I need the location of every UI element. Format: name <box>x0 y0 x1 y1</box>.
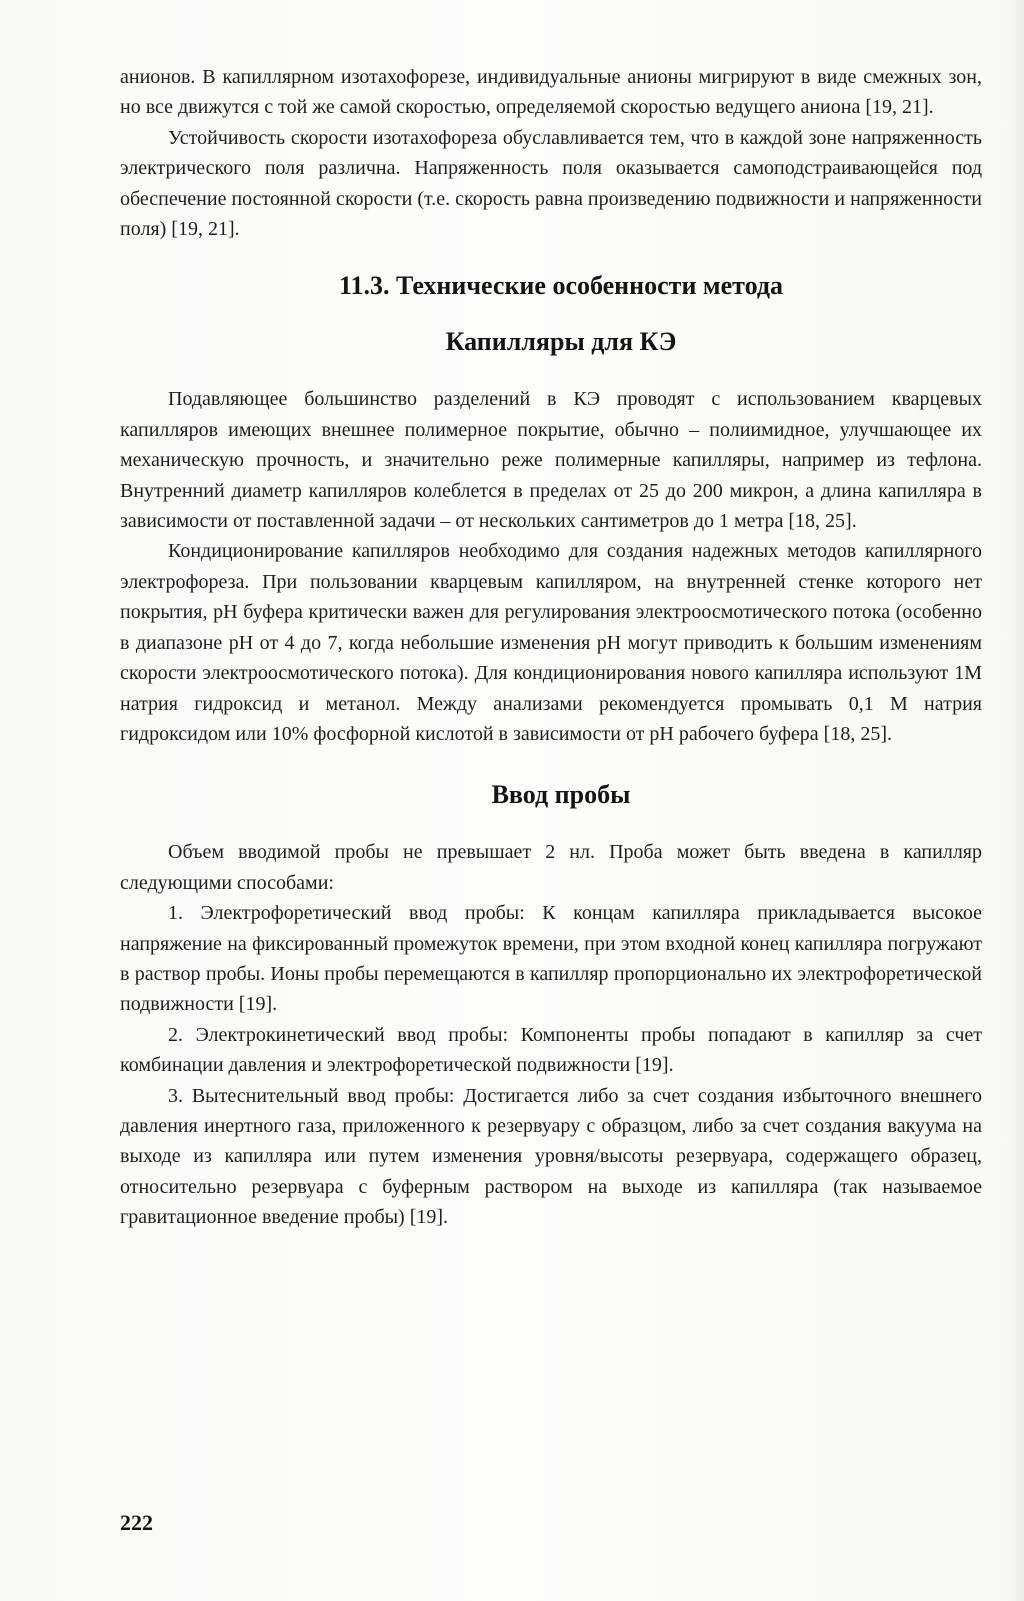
subheading-capillaries: Капилляры для КЭ <box>445 327 677 357</box>
page-number: 222 <box>120 1510 153 1535</box>
paragraph-sample-volume: Объем вводимой пробы не превышает 2 нл. Проба может быть введена в капилляр следующими способами: <box>120 841 982 894</box>
page-edge-shadow <box>1010 0 1024 1601</box>
list-item-electrophoretic-injection: 1. Электрофоретический ввод пробы: К концам капилляра прикладывается высокое напряжение на фиксированный промежуток времени, при этом входной конец капилляра погружают в раствор пробы. Ионы пробы перемещаются в капилляр пропорционально их электрофоретической подвижности [19]. <box>120 902 982 1016</box>
list-item-electrokinetic-injection: 2. Электрокинетический ввод пробы: Компоненты пробы попадают в капилляр за счет комбинации давления и электрофоретической подвижности [19]. <box>120 1023 982 1077</box>
page-body <box>120 62 982 1233</box>
paragraph-continued: анионов. В капиллярном изотахофорезе, индивидуальные анионы мигрируют в виде смежных зон, но все движутся с той же самой скоростью, определяемой скоростью ведущего аниона [19, 21]. <box>120 66 982 119</box>
paragraph-capillary-types: Подавляющее большинство разделений в КЭ проводят с использованием кварцевых капилляров имеющих внешнее полимерное покрытие, обычно – полиимидное, улучшающее их механическую прочность, и значительно реже полимерные капилляры, например из тефлона. Внутренний диаметр капилляров колеблется в пределах от 25 до 200 микрон, а длина капилляра в зависимости от поставленной задачи – от нескольких сантиметров до 1 метра [18, 25]. <box>120 388 982 533</box>
subheading-sample-injection: Ввод пробы <box>491 780 631 810</box>
paragraph-isotachophoresis-stability: Устойчивость скорости изотахофореза обуславливается тем, что в каждой зоне напряженность электрического поля различна. Напряженность поля оказывается самоподстраивающейся под обеспечение постоянной скорости (т.е. скорость равна произведению подвижности и напряженности поля) [19, 21]. <box>120 126 982 241</box>
paragraph-capillary-conditioning: Кондиционирование капилляров необходимо для создания надежных методов капиллярного электрофореза. При пользовании кварцевым капилляром, на внутренней стенке которого нет покрытия, pH буфера критически важен для регулирования электроосмотического потока (особенно в диапазоне pH от 4 до 7, когда небольшие изменения pH могут приводить к большим изменениям скорости электроосмотического потока). Для кондиционирования нового капилляра используют 1М натрия гидроксид и метанол. Между анализами рекомендуется промывать 0,1 М натрия гидроксидом или 10% фосфорной кислотой в зависимости от pH рабочего буфера [18, 25]. <box>120 540 982 745</box>
list-item-hydrodynamic-injection: 3. Вытеснительный ввод пробы: Достигается либо за счет создания избыточного внешнего давления инертного газа, приложенного к резервуару с образцом, либо за счет создания вакуума на выходе из капилляра или путем изменения уровня/высоты резервуара, содержащего образец, относительно резервуара с буферным раствором на выходе из капилляра (так называемое гравитационное введение пробы) [19]. <box>120 1084 982 1229</box>
section-heading: 11.3. Технические особенности метода <box>338 271 784 301</box>
